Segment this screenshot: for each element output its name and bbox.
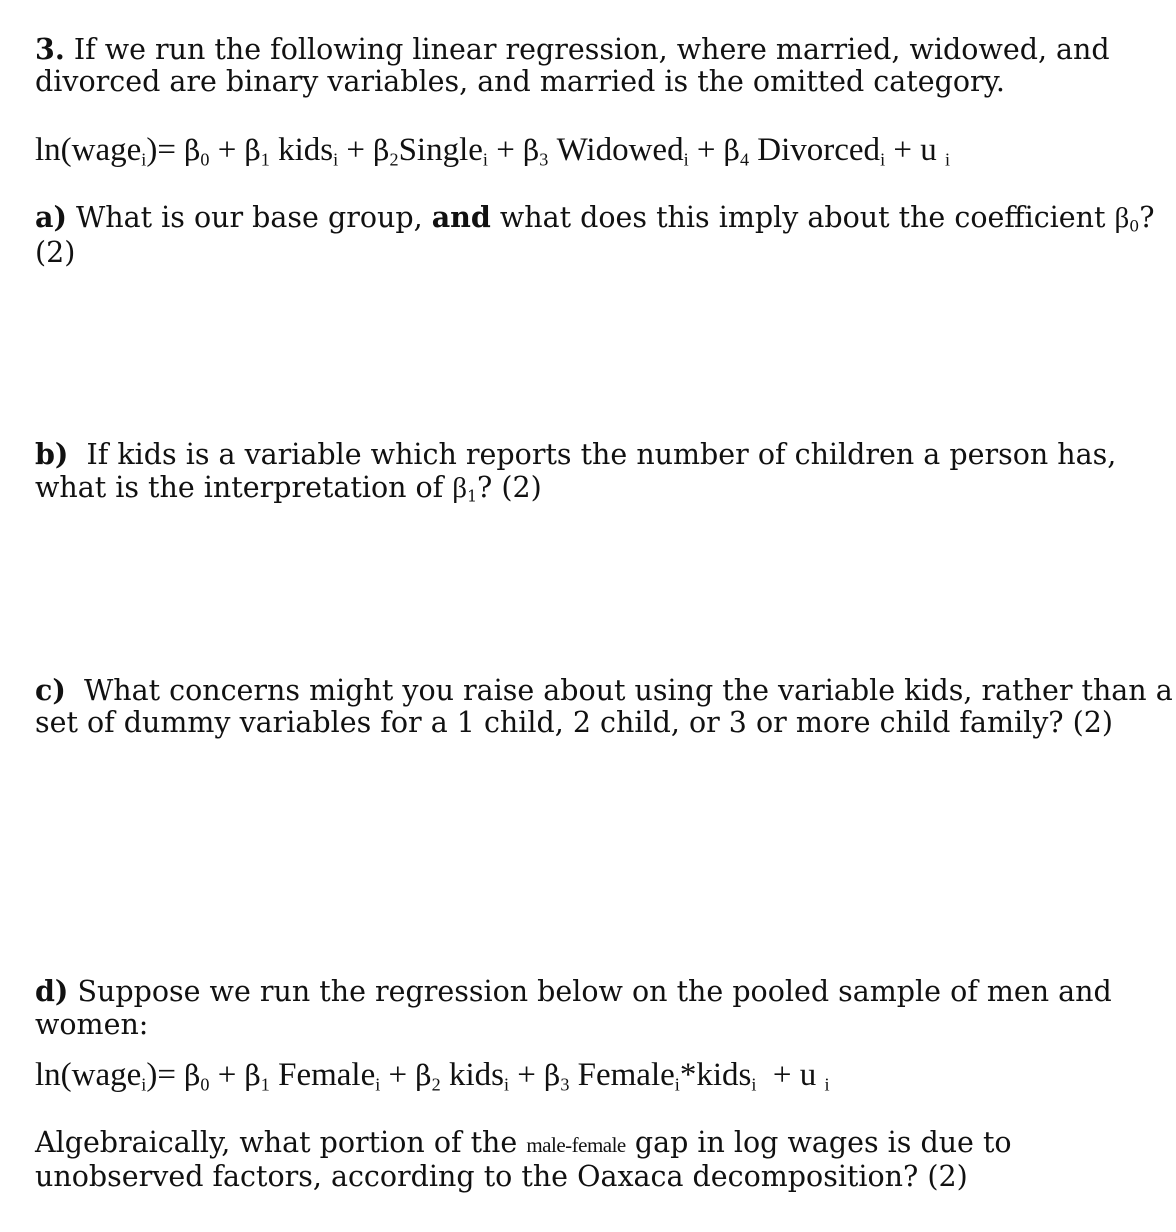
part-c-label: c) [35,673,66,707]
part-b-label: b) [35,437,69,471]
part-d-label: d) [35,974,69,1008]
part-a-points: (2) [35,236,76,269]
question-3-intro-line-1: 3. If we run the following linear regression, where married, widowed, and [35,32,1110,66]
part-d-question-line-1: d) Suppose we run the regression below on the pooled sample of men and [35,974,1112,1008]
regression-equation-2: ln(wage$_i$)= $\beta_0 + \beta_1$ Female$_i$ + $\beta_2$ kids$_i$ + $\beta_3$ Female$_i$*kids$_i$ + u $_i$ [35,1057,830,1095]
question-number: 3. [35,32,65,66]
part-b-question-line-1: b) If kids is a variable which reports the number of children a person has, [35,437,1117,471]
part-c-question-line-1: c) What concerns might you raise about using the variable kids, rather than a [35,673,1173,707]
question-3-intro-line-2: divorced are binary variables, and married is the omitted category. [35,65,1005,98]
part-d-oaxaca-question-line-2: unobserved factors, according to the Oaxaca decomposition? (2) [35,1160,968,1193]
part-c-question-line-2: set of dummy variables for a 1 child, 2 child, or 3 or more child family? (2) [35,706,1114,739]
regression-equation-1: ln(wage$_i$)= $\beta_0 + \beta_1$ kids$_i$ + $\beta_2Single_i + \beta_3$ Widowed$_i$ + $\beta_4$ Divorced$_i$ + u $_i$ [35,132,951,170]
part-a-question: a) What is our base group, and what does this imply about the coefficient $\beta_0$? [35,200,1155,236]
part-b-question-line-2: what is the interpretation of $\beta_1$? (2) [35,471,542,506]
part-a-label: a) [35,200,67,234]
part-d-oaxaca-question-line-1: Algebraically, what portion of the male-female gap in log wages is due to [35,1126,1012,1159]
part-d-question-line-2: women: [35,1008,149,1041]
